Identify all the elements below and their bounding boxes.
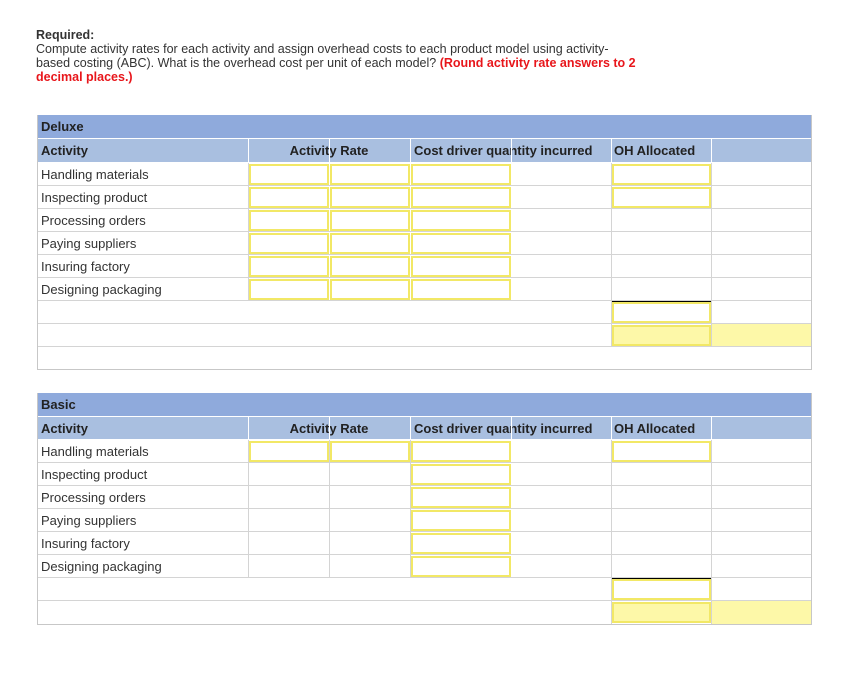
activity-label: Insuring factory: [41, 258, 130, 274]
per-unit-fill: [712, 324, 811, 346]
activity-rate-input-2[interactable]: [330, 187, 410, 208]
oh-allocated-input[interactable]: [612, 187, 711, 208]
col-header-cost-driver: Cost driver quantity incurred: [414, 420, 593, 436]
table-row: [38, 232, 811, 255]
cost-driver-input[interactable]: [411, 279, 511, 300]
table-row: [38, 440, 811, 463]
cost-driver-input[interactable]: [411, 187, 511, 208]
activity-rate-input-2[interactable]: [330, 279, 410, 300]
activity-label: Inspecting product: [41, 189, 148, 205]
table-row: [38, 532, 811, 555]
activity-rate-input-2[interactable]: [330, 210, 410, 231]
activity-rate-input[interactable]: [249, 187, 329, 208]
activity-label: Paying suppliers: [41, 235, 137, 251]
activity-label: Processing orders: [41, 489, 146, 505]
section-title: Deluxe: [41, 119, 84, 134]
activity-label: Insuring factory: [41, 535, 130, 551]
table-row: [38, 255, 811, 278]
cost-driver-input[interactable]: [411, 464, 511, 485]
col-header-oh-allocated: OH Allocated: [614, 143, 696, 158]
activity-rate-input-2[interactable]: [330, 256, 410, 277]
cost-driver-input[interactable]: [411, 533, 511, 554]
deluxe-table: [37, 115, 812, 370]
activity-rate-input[interactable]: [249, 233, 329, 254]
activity-label: Processing orders: [41, 212, 146, 228]
table-row: [38, 163, 811, 186]
cost-driver-input[interactable]: [411, 210, 511, 231]
col-header-activity-rate: Activity Rate: [289, 420, 369, 436]
cost-driver-input[interactable]: [411, 164, 511, 185]
col-header-activity-rate: Activity Rate: [289, 143, 369, 158]
table-row: [38, 555, 811, 578]
activity-label: Handling materials: [41, 443, 149, 459]
total-row: [38, 578, 811, 601]
activity-label: Designing packaging: [41, 281, 162, 297]
activity-rate-input-2[interactable]: [330, 164, 410, 185]
cost-driver-input[interactable]: [411, 233, 511, 254]
table-row: [38, 463, 811, 486]
total-oh-input[interactable]: [612, 579, 711, 600]
activity-label: Inspecting product: [41, 466, 148, 482]
table-row: [38, 486, 811, 509]
cost-driver-input[interactable]: [411, 556, 511, 577]
section-title: Basic: [41, 397, 76, 412]
table-row: [38, 509, 811, 532]
per-unit-fill: [712, 601, 811, 624]
activity-rate-input[interactable]: [249, 256, 329, 277]
activity-rate-input[interactable]: [249, 210, 329, 231]
col-header-activity: Activity: [41, 420, 88, 436]
col-header-activity: Activity: [41, 143, 88, 158]
activity-rate-input[interactable]: [249, 441, 329, 462]
activity-label: Handling materials: [41, 166, 149, 182]
activity-rate-input[interactable]: [249, 279, 329, 300]
activity-label: Paying suppliers: [41, 512, 137, 528]
activity-label: Designing packaging: [41, 558, 162, 574]
column-header-row: [38, 417, 811, 440]
activity-rate-input-2[interactable]: [330, 441, 410, 462]
table-row: [38, 209, 811, 232]
table-title-row: [38, 115, 811, 139]
column-header-row: [38, 139, 811, 163]
rounding-instruction: (Round activity rate answers to 2 decimal places.): [36, 56, 636, 84]
blank-row: [38, 347, 811, 369]
oh-per-unit-input[interactable]: [612, 602, 711, 623]
activity-rate-input-2[interactable]: [330, 233, 410, 254]
col-header-oh-allocated: OH Allocated: [614, 420, 696, 436]
cost-driver-input[interactable]: [411, 487, 511, 508]
per-unit-row: [38, 601, 811, 624]
oh-allocated-input[interactable]: [612, 441, 711, 462]
oh-allocated-input[interactable]: [612, 164, 711, 185]
question-text: Compute activity rates for each activity and assign overhead costs to each product model using activity- based costing (ABC). What is the overhead cost per unit of each model? (Round activity rate answers to 2 decimal places.): [36, 42, 636, 84]
oh-per-unit-input[interactable]: [612, 325, 711, 346]
total-oh-input[interactable]: [612, 302, 711, 323]
col-header-cost-driver: Cost driver quantity incurred: [414, 143, 593, 158]
required-label: Required:: [36, 28, 95, 42]
cost-driver-input[interactable]: [411, 256, 511, 277]
table-title-row: [38, 393, 811, 417]
cost-driver-input[interactable]: [411, 510, 511, 531]
table-row: [38, 186, 811, 209]
question-block: [36, 28, 676, 84]
per-unit-row: [38, 324, 811, 347]
basic-table: [37, 393, 812, 625]
cost-driver-input[interactable]: [411, 441, 511, 462]
total-row: [38, 301, 811, 324]
activity-rate-input[interactable]: [249, 164, 329, 185]
table-row: [38, 278, 811, 301]
